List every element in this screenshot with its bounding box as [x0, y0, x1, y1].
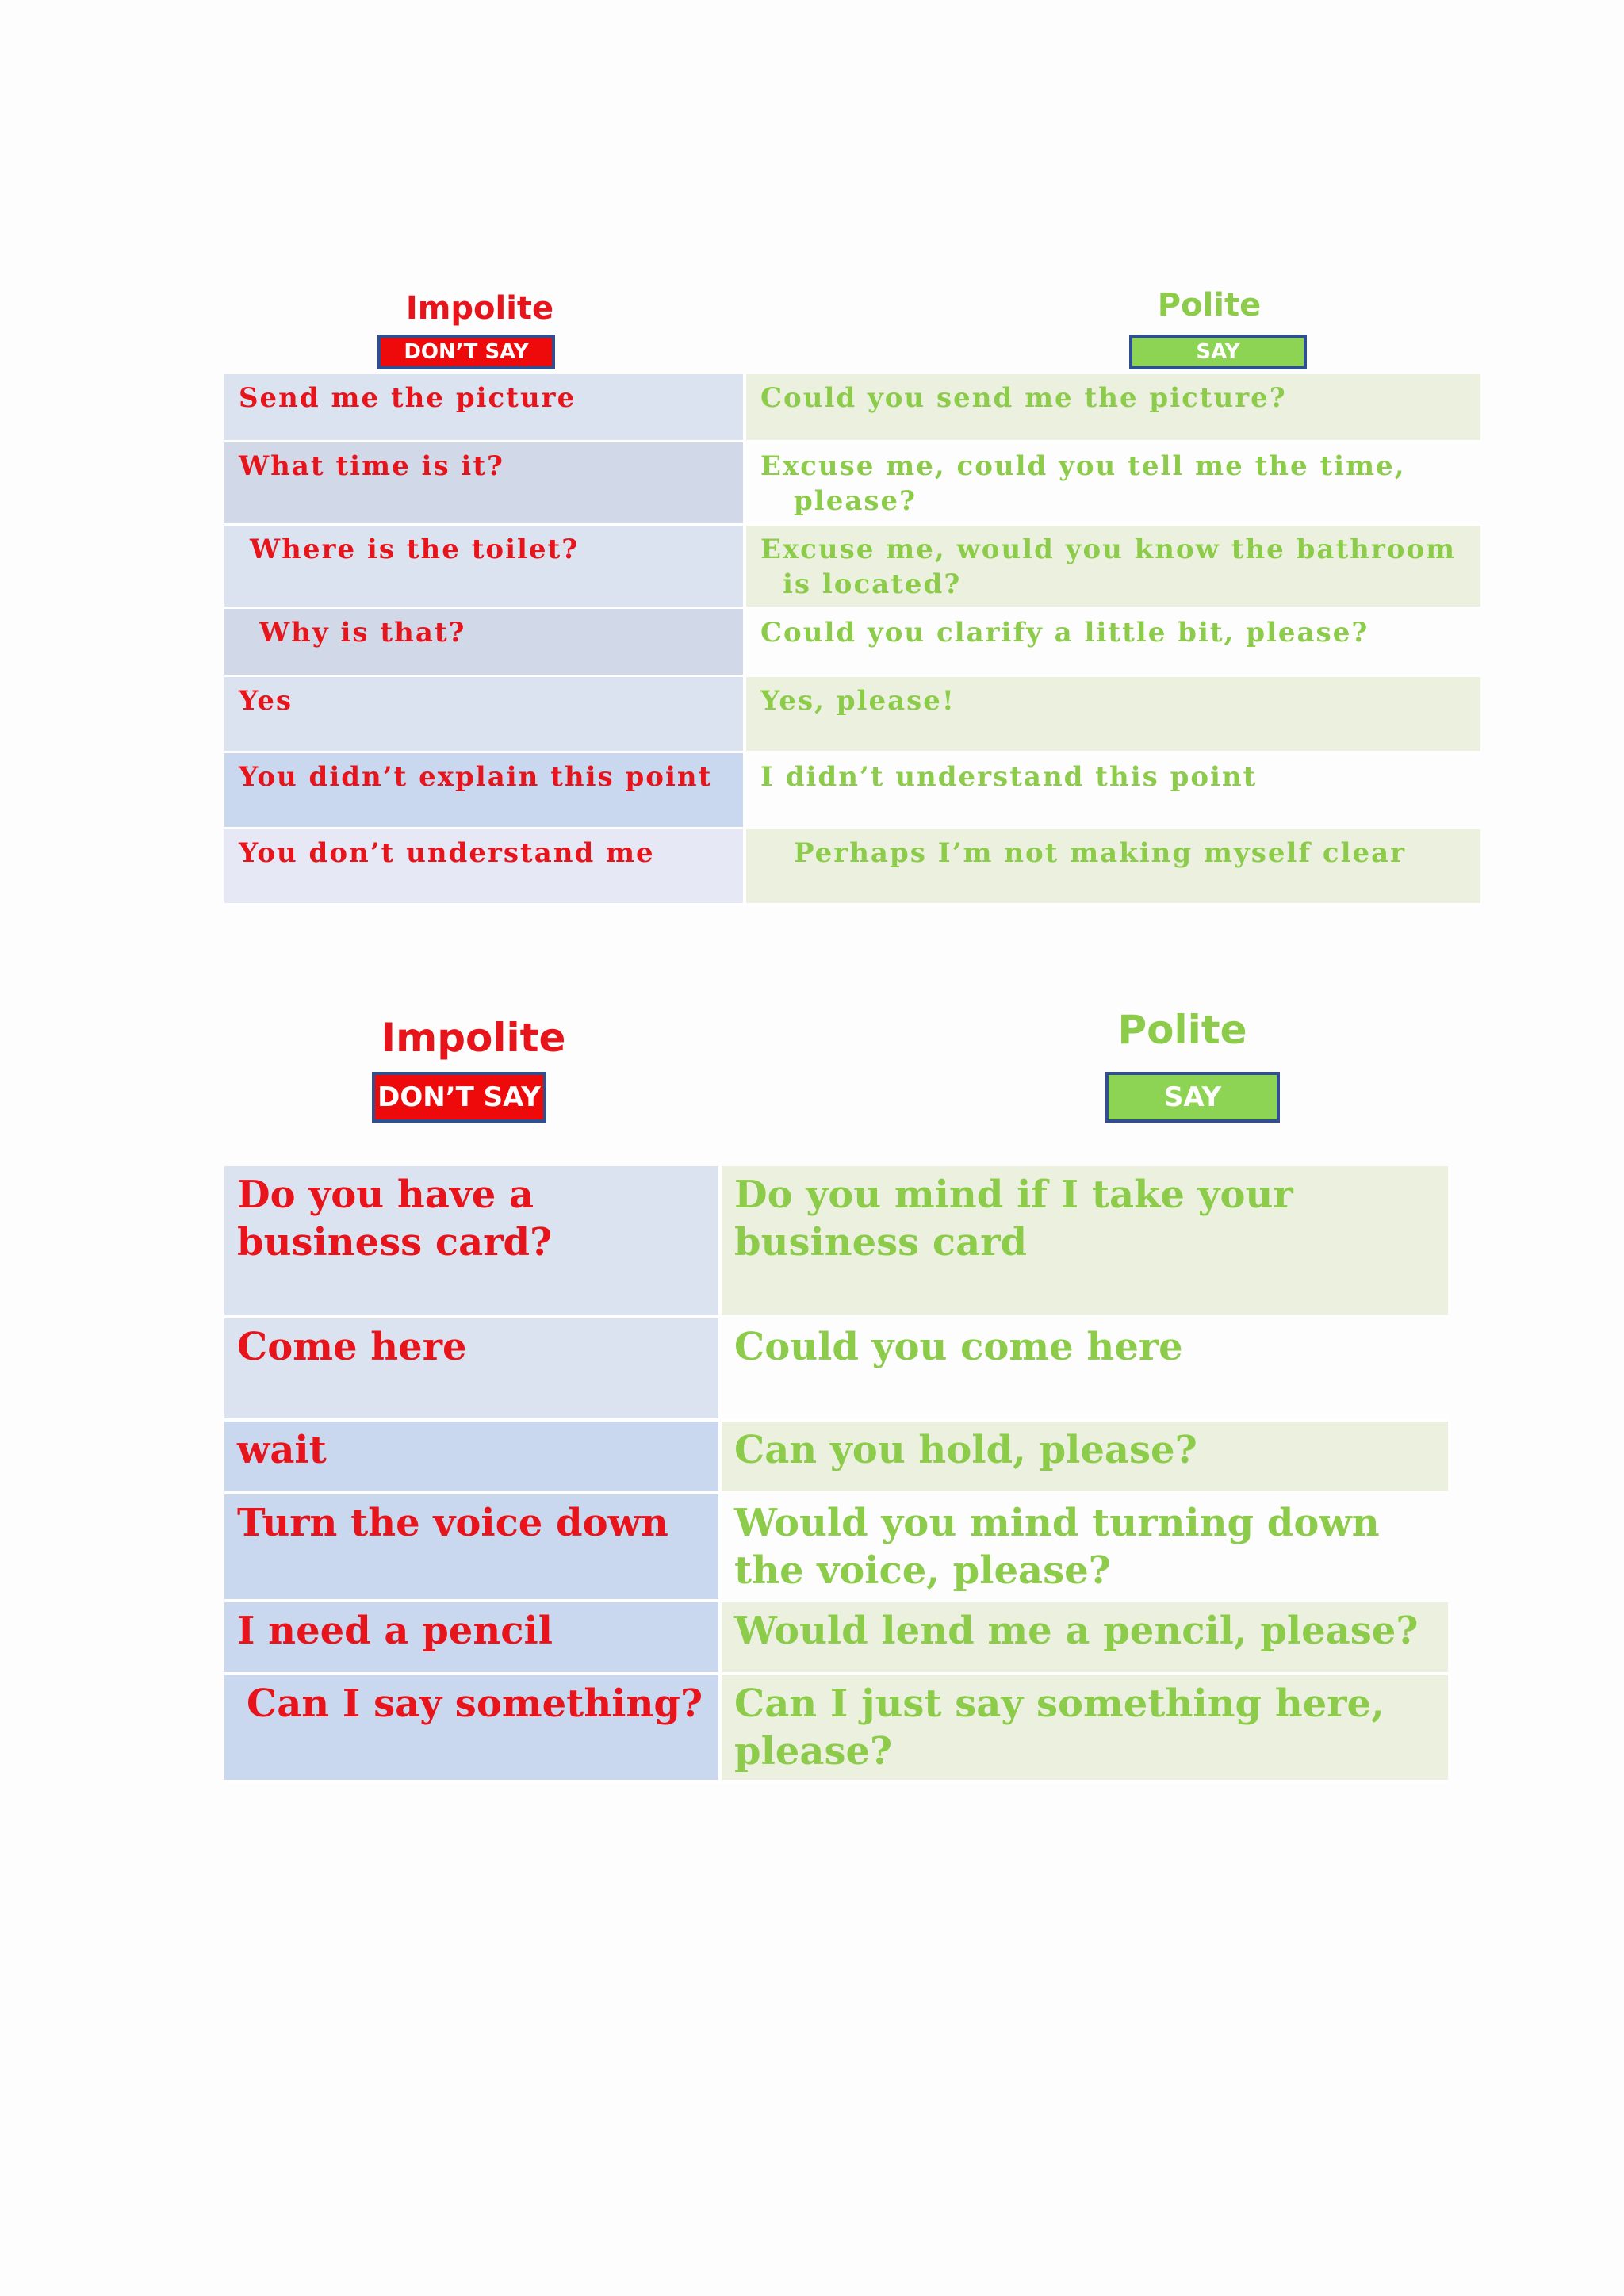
impolite-cell: Come here: [224, 1317, 720, 1420]
table-row: [224, 374, 1480, 441]
table-row: [224, 1317, 1448, 1420]
polite-cell: Can I just say something here, please?: [720, 1674, 1448, 1781]
impolite-cell: What time is it?: [224, 441, 745, 524]
impolite-cell: Do you have a business card?: [224, 1166, 720, 1317]
impolite-cell: Yes: [224, 675, 745, 752]
polite-cell: Could you send me the picture?: [745, 374, 1480, 441]
table-row: [224, 607, 1480, 675]
impolite-cell: Send me the picture: [224, 374, 745, 441]
table-row: [224, 1601, 1448, 1674]
table-row: [224, 1420, 1448, 1493]
say-badge-2: SAY: [1105, 1072, 1280, 1123]
impolite-cell: Why is that?: [224, 607, 745, 675]
impolite-cell: You didn’t explain this point: [224, 752, 745, 828]
table-row: [224, 1493, 1448, 1601]
polite-cell: Would you mind turning down the voice, please?: [720, 1493, 1448, 1601]
impolite-cell: Can I say something?: [224, 1674, 720, 1781]
polite-cell: Would lend me a pencil, please?: [720, 1601, 1448, 1674]
polite-cell: Could you clarify a little bit, please?: [745, 607, 1480, 675]
table-row: [224, 524, 1480, 607]
table-row: [224, 828, 1480, 904]
table-row: [224, 752, 1480, 828]
polite-cell: Could you come here: [720, 1317, 1448, 1420]
polite-cell: Excuse me, could you tell me the time, please?: [745, 441, 1480, 524]
impolite-cell: Turn the voice down: [224, 1493, 720, 1601]
polite-cell: Do you mind if I take your business card: [720, 1166, 1448, 1317]
dont-say-badge-2: DON’T SAY: [372, 1072, 546, 1123]
dont-say-badge-1: DON’T SAY: [377, 335, 555, 369]
table-row: [224, 675, 1480, 752]
polite-title-2: Polite: [1117, 1007, 1247, 1053]
politeness-table-1: [224, 374, 1480, 905]
polite-cell: Excuse me, would you know the bathroom is located?: [745, 524, 1480, 607]
polite-cell: Can you hold, please?: [720, 1420, 1448, 1493]
impolite-title-2: Impolite: [381, 1015, 566, 1061]
polite-cell: I didn’t understand this point: [745, 752, 1480, 828]
impolite-cell: You don’t understand me: [224, 828, 745, 904]
polite-cell: Perhaps I’m not making myself clear: [745, 828, 1480, 904]
polite-title-1: Polite: [1157, 287, 1262, 323]
politeness-table-2: [224, 1166, 1448, 1783]
table-row: [224, 441, 1480, 524]
polite-cell: Yes, please!: [745, 675, 1480, 752]
say-badge-1: SAY: [1129, 335, 1307, 369]
table-row: [224, 1166, 1448, 1317]
table-row: [224, 1674, 1448, 1781]
impolite-title-1: Impolite: [405, 290, 554, 327]
impolite-cell: wait: [224, 1420, 720, 1493]
impolite-cell: Where is the toilet?: [224, 524, 745, 607]
impolite-cell: I need a pencil: [224, 1601, 720, 1674]
